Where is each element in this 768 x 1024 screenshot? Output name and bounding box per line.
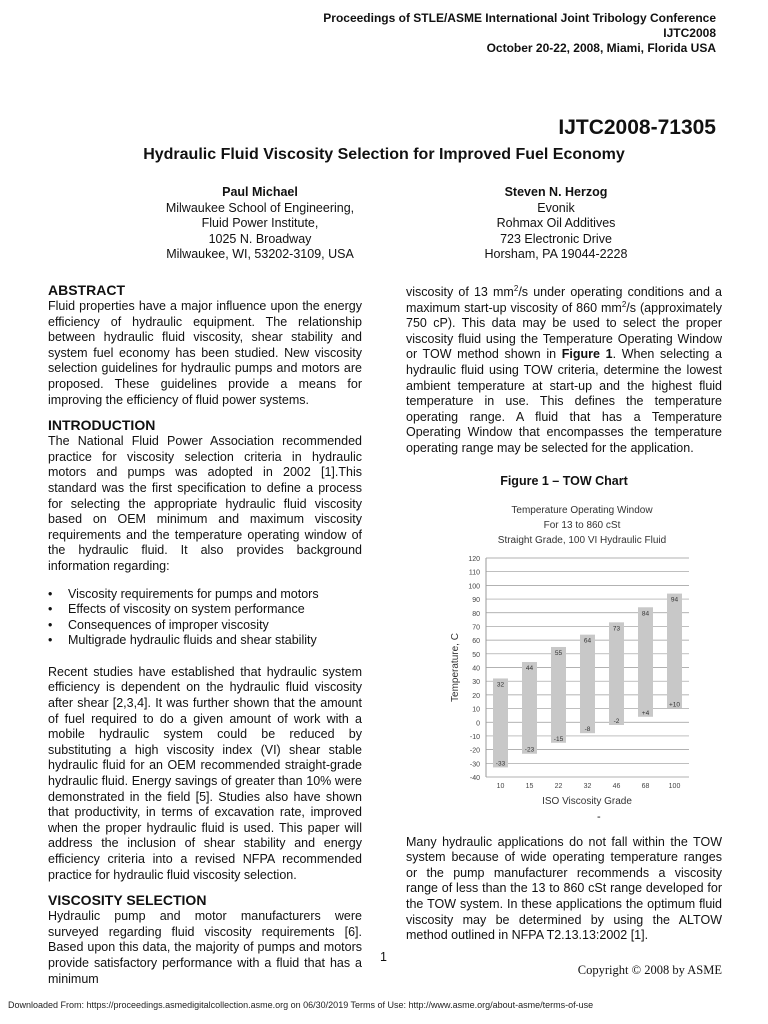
tow-chart [420, 499, 720, 811]
affiliation-line: Horsham, PA 19044-2228 [484, 247, 628, 261]
y-tick-label: 20 [472, 692, 480, 700]
y-tick-label: -40 [469, 774, 480, 782]
low-label: -15 [553, 735, 564, 743]
y-tick-label: 0 [476, 719, 480, 727]
text: viscosity of 13 mm [406, 285, 514, 299]
range-bar [580, 634, 595, 733]
y-tick-label: 50 [472, 651, 480, 659]
x-tick-label: 100 [668, 782, 681, 790]
right-column [406, 285, 722, 944]
header-line: Proceedings of STLE/ASME International Joint Tribology Conference [323, 11, 716, 25]
affiliation-line: Milwaukee, WI, 53202-3109, USA [166, 247, 354, 261]
high-label: 84 [641, 609, 650, 617]
range-bar [522, 662, 537, 754]
affiliation-line: Milwaukee School of Engineering, [165, 200, 355, 215]
text: . When selecting a hydraulic fluid using TOW criteria, determine the lowest ambient temperature at start-up and the highest fluid temperature in use. This defines the temperature operating range. A fluid that has a Temperature Operating Window that encompasses the temperature operating range may be selected for the application. [406, 347, 722, 455]
paper-id: IJTC2008-71305 [558, 116, 716, 139]
affiliation-line: 1025 N. Broadway [208, 231, 312, 246]
chart-title: For 13 to 860 cSt [543, 519, 621, 531]
text: /s (approximately 750 cP). This data may be used to select the proper viscosity fluid using the Temperature Operating Window or TOW method shown in [406, 300, 722, 362]
paragraph: The National Fluid Power Association recommended practice for viscosity selection criteria in hydraulic motors and pumps was adopted in 2002 [1].This standard was the first specification to define a process for selecting the appropriate hydraulic fluid viscosity based on OEM minimum and maximum viscosity requirements and the temperature operating window of the hydraulic fluid. It also provides background information regarding: [48, 434, 362, 573]
x-tick-label: 10 [496, 782, 505, 790]
low-label: -33 [495, 759, 506, 767]
abstract-section [48, 282, 362, 408]
y-tick-label: 10 [472, 706, 480, 714]
abstract-text: Fluid properties have a major influence upon the energy efficiency of hydraulic equipment. The relationship between hydraulic fluid viscosity, shear stability and system fuel economy has been studied. New viscosity selection guidelines for hydraulic pumps and motors are proposed. These guidelines provide a means for improving the efficiency of fluid power systems. [48, 299, 362, 407]
x-axis-label: ISO Viscosity Grade [542, 795, 632, 807]
paragraph: Recent studies have established that hydraulic system efficiency is dependent on the hydraulic fluid viscosity after shear [2,3,4]. It was further shown that the amount of fuel required to do a given amount of work with a mobile hydraulic system could be reduced by substituting a high viscosity index (VI) shear stable hydraulic fluid for an OEM recommended straight-grade hydraulic fluid. Energy savings of greater than 10% were demonstrated in the field [5]. Studies also have shown that productivity, in terms of excavation rate, improved when the proper hydraulic fluid is used. This paper will address the inclusion of shear stability and energy efficiency criteria into a revised NFPA recommended practice for hydraulic fluid viscosity selection. [48, 664, 362, 882]
low-label: -23 [524, 746, 535, 754]
paragraph: Hydraulic pump and motor manufacturers were surveyed regarding fluid viscosity requirements [6]. Based upon this data, the majority of pumps and motors provide satisfactory performance with a fluid that has a minimum [48, 909, 362, 986]
author-name: Steven N. Herzog [504, 185, 608, 199]
y-tick-label: 60 [472, 637, 480, 645]
copyright: Copyright © 2008 by ASME [577, 963, 722, 977]
chart-title: Straight Grade, 100 VI Hydraulic Fluid [497, 534, 667, 546]
high-label: 55 [554, 649, 563, 657]
x-tick-label: 68 [641, 782, 650, 790]
bullet-list [48, 587, 362, 649]
y-tick-label: -20 [469, 747, 480, 755]
range-bar [551, 647, 566, 743]
x-tick-label: 46 [612, 782, 621, 790]
x-tick-label: 15 [525, 782, 534, 790]
author-block [396, 185, 716, 263]
download-notice: Downloaded From: https://proceedings.asmedigitalcollection.asme.org on 06/30/2019 Terms of Use: http://www.asme.org/about-asme/terms-of-use [8, 1000, 594, 1010]
high-label: 32 [496, 680, 505, 688]
y-tick-label: 90 [472, 596, 480, 604]
low-label: +10 [668, 701, 681, 709]
figure-reference: Figure 1 [561, 347, 613, 362]
author-name: Paul Michael [222, 185, 298, 199]
y-tick-label: 120 [468, 555, 480, 563]
y-axis-label: Temperature, C [450, 632, 461, 702]
y-tick-label: -10 [469, 733, 480, 741]
y-tick-label: 40 [472, 665, 480, 673]
header-line: October 20-22, 2008, Miami, Florida USA [486, 41, 716, 55]
introduction-section [48, 417, 362, 883]
high-label: 94 [670, 596, 679, 604]
range-bar [638, 607, 653, 717]
low-label: +4 [641, 709, 650, 717]
stray-dash: - [597, 810, 601, 823]
text: /s under operating conditions and a maximum start-up viscosity of 860 mm [406, 285, 722, 315]
y-tick-label: 100 [468, 582, 480, 590]
page-number: 1 [380, 950, 387, 964]
list-item: • Consequences of improper viscosity [48, 618, 362, 634]
section-heading: INTRODUCTION [48, 417, 156, 434]
x-tick-label: 22 [554, 782, 563, 790]
y-tick-label: 80 [472, 610, 480, 618]
section-heading: ABSTRACT [48, 282, 125, 298]
left-column [48, 282, 362, 987]
chart-title: Temperature Operating Window [511, 504, 653, 516]
section-heading: VISCOSITY SELECTION [48, 892, 207, 909]
range-bar [609, 622, 624, 725]
superscript: 2 [513, 283, 519, 293]
list-item: • Viscosity requirements for pumps and motors [48, 587, 362, 603]
viscosity-selection-section [48, 892, 362, 987]
author-block [100, 185, 420, 263]
range-bar [493, 678, 508, 767]
y-tick-label: 110 [468, 569, 480, 577]
low-label: -2 [613, 717, 620, 725]
y-tick-label: 30 [472, 678, 480, 686]
affiliation-line: Rohmax Oil Additives [496, 216, 616, 230]
high-label: 73 [612, 624, 621, 632]
paragraph: Many hydraulic applications do not fall within the TOW system because of wide operating temperature ranges or the pump manufacturer recommends a viscosity range of less than the 13 to 860 cSt range developed for the TOW system. In these applications the optimum fluid viscosity may be determined by using the ALTOW method outlined in NFPA T2.13.13:2002 [1]. [406, 834, 722, 943]
affiliation-line: Evonik [537, 200, 575, 215]
low-label: -8 [584, 725, 591, 733]
high-label: 44 [525, 664, 534, 672]
conference-header [323, 11, 716, 56]
high-label: 64 [583, 637, 592, 645]
header-line: IJTC2008 [663, 26, 716, 40]
superscript: 2 [621, 299, 627, 309]
x-tick-label: 32 [583, 782, 592, 790]
affiliation-line: Fluid Power Institute, [201, 216, 319, 230]
paper-title: Hydraulic Fluid Viscosity Selection for Improved Fuel Economy [143, 146, 625, 163]
list-item: • Effects of viscosity on system performance [48, 602, 362, 618]
figure-caption: Figure 1 – TOW Chart [500, 473, 628, 488]
list-item: • Multigrade hydraulic fluids and shear stability [48, 633, 362, 649]
range-bar [667, 593, 682, 708]
y-tick-label: -30 [469, 760, 480, 768]
y-tick-label: 70 [472, 623, 480, 631]
paragraph [406, 285, 722, 457]
affiliation-line: 723 Electronic Drive [500, 231, 612, 246]
